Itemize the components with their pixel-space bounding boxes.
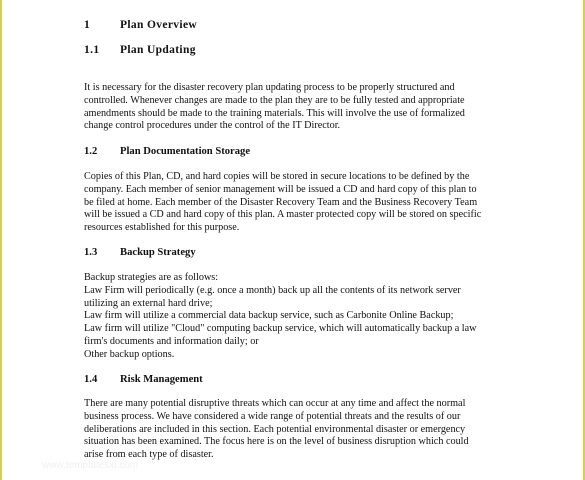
text-line: Law firm will utilize a commercial data backup service, such as Carbonite Online Backup; (84, 310, 454, 322)
text-line: arise from each type of disaster. (84, 449, 214, 461)
text-line: change control procedures under the control of the IT Director. (84, 120, 341, 132)
text-line: Law firm will utilize "Cloud" computing backup service, which will automatically backup a law (84, 323, 477, 335)
section-heading-1-4 (84, 374, 203, 385)
paragraph-risk-management (84, 398, 524, 462)
text-line: business process. We have considered a wide range of potential threats and the results of our (84, 410, 461, 422)
text-line: There are many potential disruptive threats which can occur at any time and affect the normal (84, 398, 466, 409)
section-number: 1.1 (84, 44, 100, 56)
section-number: 1.4 (84, 374, 98, 385)
text-line: resources established for this purpose. (84, 222, 240, 234)
section-title: Plan Overview (120, 19, 198, 31)
text-line: utilizing an external hard drive; (84, 297, 213, 309)
section-heading-1-3 (84, 247, 196, 258)
paragraph-plan-updating (84, 82, 524, 133)
watermark: www.templatesxl.com (42, 460, 139, 471)
section-heading-1 (84, 19, 198, 31)
text-line: Backup strategies are as follows: (84, 272, 219, 283)
text-line: It is necessary for the disaster recovery plan updating process to be properly structured and (84, 82, 455, 93)
text-line: firm's documents and information daily; or (84, 335, 259, 347)
text-line: Other backup options. (84, 348, 175, 360)
section-title: Risk Management (120, 374, 203, 385)
paragraph-documentation-storage (84, 171, 524, 235)
text-line: controlled. Whenever changes are made to the plan they are to be fully tested and appropriate (84, 94, 465, 106)
text-line: be filed at home. Each member of the Disaster Recovery Team and the Business Recovery Team (84, 196, 478, 208)
text-line: Copies of this Plan, CD, and hard copies will be stored in secure locations to be defined by the (84, 171, 470, 182)
section-number: 1.3 (84, 247, 98, 258)
text-line: company. Each member of senior management will be issued a CD and hard copy of this plan to (84, 183, 477, 195)
section-number: 1 (84, 19, 91, 31)
section-heading-1-2 (84, 146, 251, 157)
section-number: 1.2 (84, 146, 98, 157)
section-title: Plan Updating (120, 44, 196, 56)
text-line: will be issued a CD and hard copy of this plan. A master protected copy will be stored on specific (84, 209, 482, 221)
text-line: Law Firm will periodically (e.g. once a month) back up all the contents of its network server (84, 284, 461, 296)
text-line: deliberations are included in this section. Each potential environmental disaster or emergency (84, 423, 466, 435)
text-line: situation has been examined. The focus here is on the level of business disruption which could (84, 436, 469, 448)
section-heading-1-1 (84, 44, 196, 56)
section-title: Backup Strategy (120, 247, 196, 258)
text-line: amendments should be made to the training materials. This will involve the use of formalized (84, 107, 465, 119)
section-title: Plan Documentation Storage (120, 146, 251, 157)
paragraph-backup-strategy (84, 272, 524, 362)
